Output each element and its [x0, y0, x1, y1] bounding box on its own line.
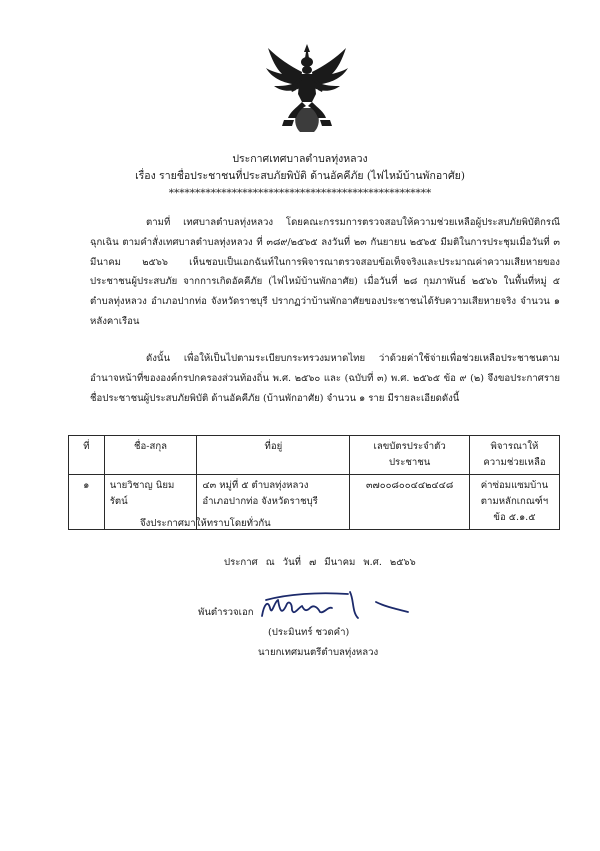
- body-paragraph-2: ดังนั้น เพื่อให้เป็นไปตามระเบียบกระทรวงมหาดไทย ว่าด้วยค่าใช้จ่ายเพื่อช่วยเหลือประชาชนตามอำนาจหน้าที่ขององค์กรปกครองส่วนท้องถิ่น พ.ศ. ๒๕๖๐ และ (ฉบับที่ ๓) พ.ศ. ๒๕๖๕ ข้อ ๙ (๒) จึงขอประกาศรายชื่อประชาชนผู้ประสบภัยพิบัติ ด้านอัคคีภัย (บ้านพักอาศัย) จำนวน ๑ ราย มีรายละเอียดดังนี้: [90, 353, 560, 404]
- header-id-line-2: ประชาชน: [388, 457, 431, 468]
- row-assistance-line-1: ค่าซ่อมแซมบ้าน: [480, 480, 549, 491]
- closing-statement: จึงประกาศมาให้ทราบโดยทั่วกัน: [140, 518, 271, 529]
- row-name: นายวิชาญ นิยมรัตน์: [104, 475, 197, 530]
- header-assistance: [469, 436, 559, 475]
- table-header-row: [69, 436, 560, 475]
- row-assistance-line-3: ข้อ ๕.๑.๕: [493, 512, 536, 523]
- header-address: ที่อยู่: [197, 436, 350, 475]
- header-assistance-line-2: ความช่วยเหลือ: [483, 457, 546, 468]
- signer-rank: พันตำรวจเอก: [198, 607, 254, 618]
- row-id-number: ๓๗๐๐๘๐๐๔๔๒๔๔๘: [350, 475, 470, 530]
- body-paragraph-1: ตามที่ เทศบาลตำบลทุ่งหลวง โดยคณะกรรมการตรวจสอบให้ความช่วยเหลือผู้ประสบภัยพิบัติกรณีฉุกเฉิน ตามคำสั่งเทศบาลตำบลทุ่งหลวง ที่ ๓๘๙/๒๕๖๕ ลงวันที่ ๒๓ กันยายน ๒๕๖๕ มีมติในการประชุมเมื่อวันที่ ๓ มีนาคม ๒๕๖๖ เห็นชอบเป็นเอกฉันท์ในการพิจารณาตรวจสอบข้อเท็จจริงและประมาณค่าความเสียหายของประชาชนผู้ประสบภัย จากการเกิดอัคคีภัย (ไฟไหม้บ้านพักอาศัย) เมื่อวันที่ ๒๘ กุมภาพันธ์ ๒๕๖๖ ในพื้นที่หมู่ ๕ ตำบลทุ่งหลวง อำเภอปากท่อ จังหวัดราชบุรี ปรากฏว่าบ้านพักอาศัยของประชาชนได้รับความเสียหายจริง จำนวน ๑ หลังคาเรือน: [90, 217, 560, 327]
- subject-separator: **************************************************: [168, 187, 432, 199]
- garuda-emblem-icon: [264, 42, 350, 134]
- date-day: ๗: [309, 557, 317, 568]
- header-id-card: [350, 436, 470, 475]
- row-no: ๑: [69, 475, 105, 530]
- header-no: ที่: [69, 436, 105, 475]
- header-id-line-1: เลขบัตรประจำตัว: [373, 441, 446, 452]
- header-assistance-line-1: พิจารณาให้: [490, 441, 539, 452]
- signer-name: (ประมินทร์ ชวดคำ): [268, 627, 350, 638]
- row-assistance-line-2: ตามหลักเกณฑ์ฯ: [480, 496, 549, 507]
- date-month-year: มีนาคม พ.ศ. ๒๕๖๖: [324, 557, 416, 568]
- row-assistance: [469, 475, 559, 530]
- announcement-title: ประกาศเทศบาลตำบลทุ่งหลวง: [232, 153, 368, 165]
- date-prefix: ประกาศ ณ วันที่: [224, 557, 301, 568]
- row-address-line-2: อำเภอปากท่อ จังหวัดราชบุรี: [202, 496, 318, 507]
- row-address-line-1: ๔๓ หมู่ที่ ๕ ตำบลทุ่งหลวง: [202, 480, 309, 491]
- handwritten-signature: [258, 588, 418, 628]
- announcement-subject: เรื่อง รายชื่อประชาชนที่ประสบภัยพิบัติ ด้านอัคคีภัย (ไฟไหม้บ้านพักอาศัย): [135, 170, 465, 182]
- signer-position: นายกเทศมนตรีตำบลทุ่งหลวง: [258, 647, 379, 658]
- header-name: ชื่อ-สกุล: [104, 436, 197, 475]
- announcement-date: [224, 555, 416, 570]
